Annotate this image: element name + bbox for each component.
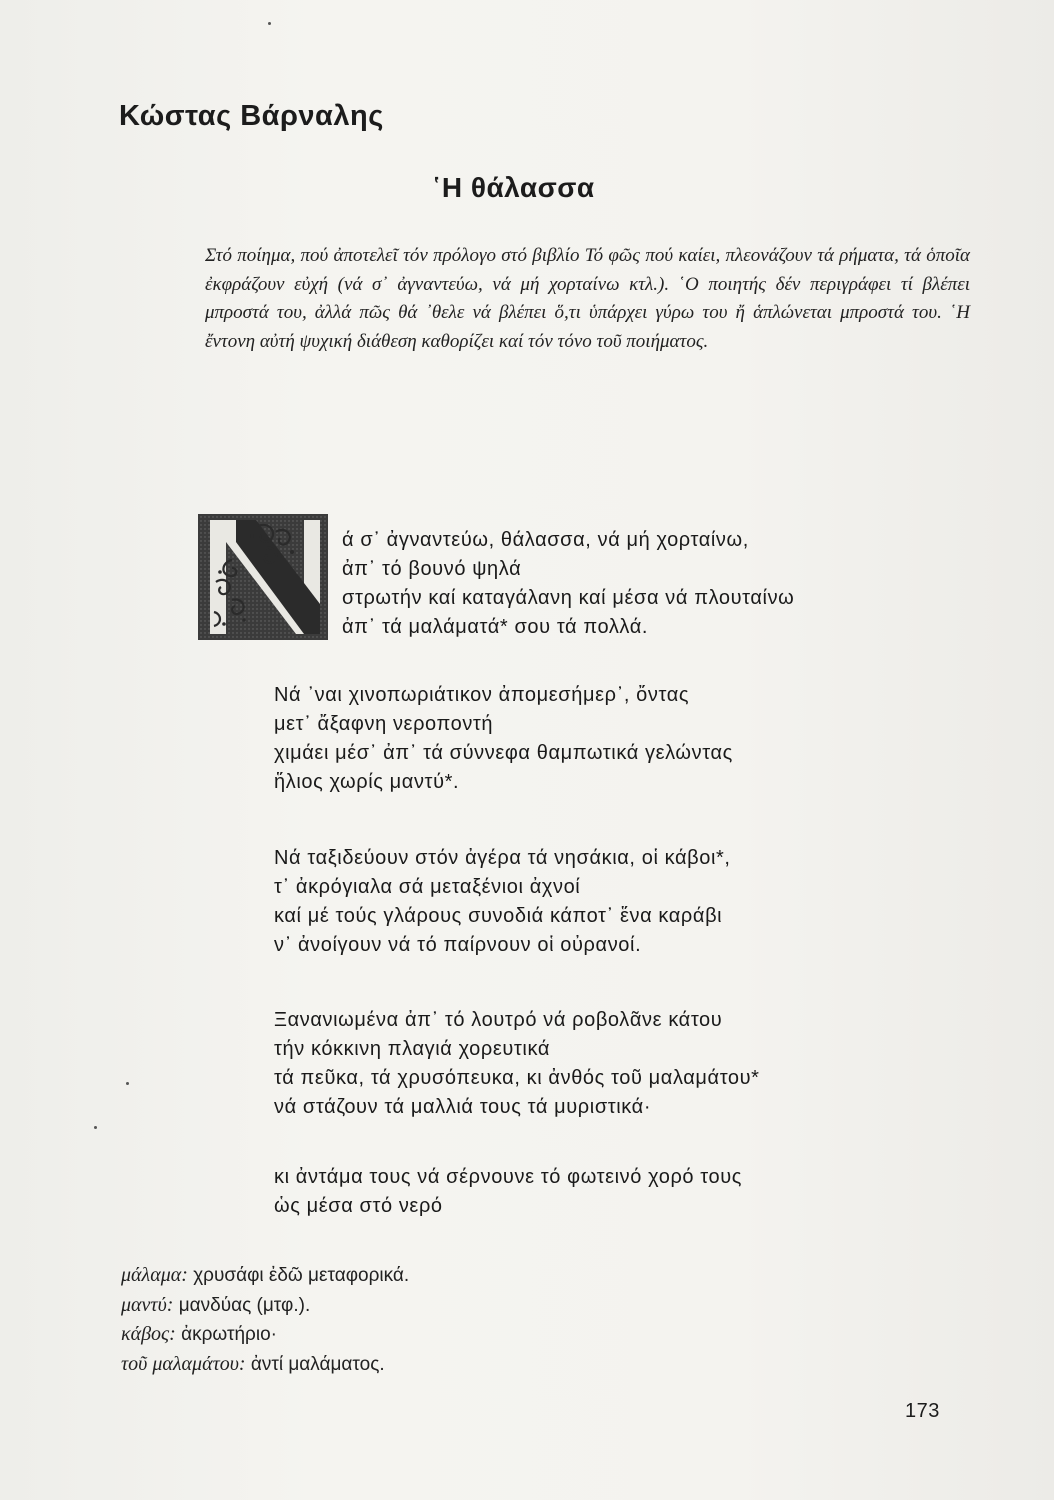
glossary-entry (121, 1291, 409, 1321)
poem-line: στρωτήν καί καταγάλανη καί μέσα νά πλουταίνω (342, 587, 795, 609)
stanza-3 (274, 844, 731, 960)
poem-line: τά πεῦκα, τά χρυσόπευκα, κι ἀνθός τοῦ μαλαμάτου* (274, 1067, 760, 1089)
print-speck (126, 1082, 129, 1085)
intro-paragraph (205, 242, 970, 356)
poem-line: μετ᾿ ἄξαφνη νεροποντή (274, 713, 494, 735)
poem-line: ά σ᾿ ἀγναντεύω, θάλασσα, νά μή χορταίνω, (342, 529, 749, 551)
print-speck (94, 1126, 97, 1129)
poem-line: χιμάει μέσ᾿ ἀπ᾿ τά σύννεφα θαμπωτικά γελώντας (274, 742, 733, 764)
glossary-definition: ἀντί μαλάματος. (250, 1353, 385, 1375)
poem-title: ῾Η θάλασσα (432, 172, 595, 203)
glossary-definition: μανδύας (μτφ.). (178, 1294, 311, 1316)
stanza-5 (274, 1163, 742, 1221)
poem-line: ὡς μέσα στό νερό (274, 1195, 443, 1217)
glossary-entry (121, 1320, 409, 1350)
stanza-2 (274, 681, 733, 797)
glossary (121, 1261, 409, 1379)
poem-line: τ᾿ ἀκρόγιαλα σά μεταξένιοι ἀχνοί (274, 876, 581, 898)
glossary-entry (121, 1261, 409, 1291)
glossary-term: μαντύ: (121, 1293, 174, 1316)
poem-line: κι ἀντάμα τους νά σέρνουνε τό φωτεινό χορό τους (274, 1166, 743, 1188)
glossary-term: κάβος: (121, 1323, 176, 1345)
glossary-term: τοῦ μαλαμάτου: (121, 1352, 246, 1375)
stanza-1 (342, 526, 794, 642)
poem-line: τήν κόκκινη πλαγιά χορευτικά (274, 1038, 550, 1060)
glossary-definition: χρυσάφι ἐδῶ μεταφορικά. (193, 1265, 410, 1286)
poem-line: νά στάζουν τά μαλλιά τους τά μυριστικά· (274, 1096, 652, 1118)
glossary-entry (121, 1350, 409, 1380)
poem-line: Ξανανιωμένα ἀπ᾿ τό λουτρό νά ροβολᾶνε κάτου (274, 1009, 723, 1031)
poem-line: ἀπ᾿ τό βουνό ψηλά (342, 558, 522, 580)
page-number: 173 (905, 1400, 940, 1422)
poem-line: Νά ταξιδεύουν στόν ἀγέρα τά νησάκια, οἱ κάβοι*, (274, 847, 731, 869)
poem-line: ἥλιος χωρίς μαντύ*. (274, 771, 460, 793)
intro-text: Στό ποίημα, πού ἀποτελεῖ τόν πρόλογο στό βιβλίο Τό φῶς πού καίει, πλεονάζουν τά ρήματα, τά ὁποῖα ἐκφράζουν εὐχή (νά σ᾿ ἀγναντεύω, νά μή χορταίνω κτλ.). ῾Ο ποιητής δέν περιγράφει τί βλέπει μπροστά του, ἀλλά πῶς θά ᾿θελε νά βλέπει ὅ,τι ὑπάρχει γύρω του ἤ ἁπλώνεται μπροστά του. ῾Η ἔντονη αὐτή ψυχική διάθεση καθορίζει καί τόν τόνο τοῦ ποιήματος. (205, 245, 970, 352)
stanza-4 (274, 1006, 760, 1122)
glossary-term: μάλαμα: (121, 1264, 188, 1286)
author-name: Κώστας Βάρναλης (119, 100, 384, 132)
poem-line: Νά ᾿ναι χινοπωριάτικον ἀπομεσήμερ᾿, ὄντας (274, 684, 690, 706)
glossary-definition: ἀκρωτήριο· (181, 1324, 277, 1345)
poem-line: ἀπ᾿ τά μαλάματά* σου τά πολλά. (342, 616, 649, 638)
poem-line: ν᾿ ἀνοίγουν νά τό παίρνουν οἱ οὐρανοί. (274, 934, 642, 956)
ornamental-initial-n-icon (196, 512, 330, 642)
poem-line: καί μέ τούς γλάρους συνοδιά κάποτ᾿ ἕνα καράβι (274, 905, 723, 927)
print-speck (268, 22, 271, 25)
